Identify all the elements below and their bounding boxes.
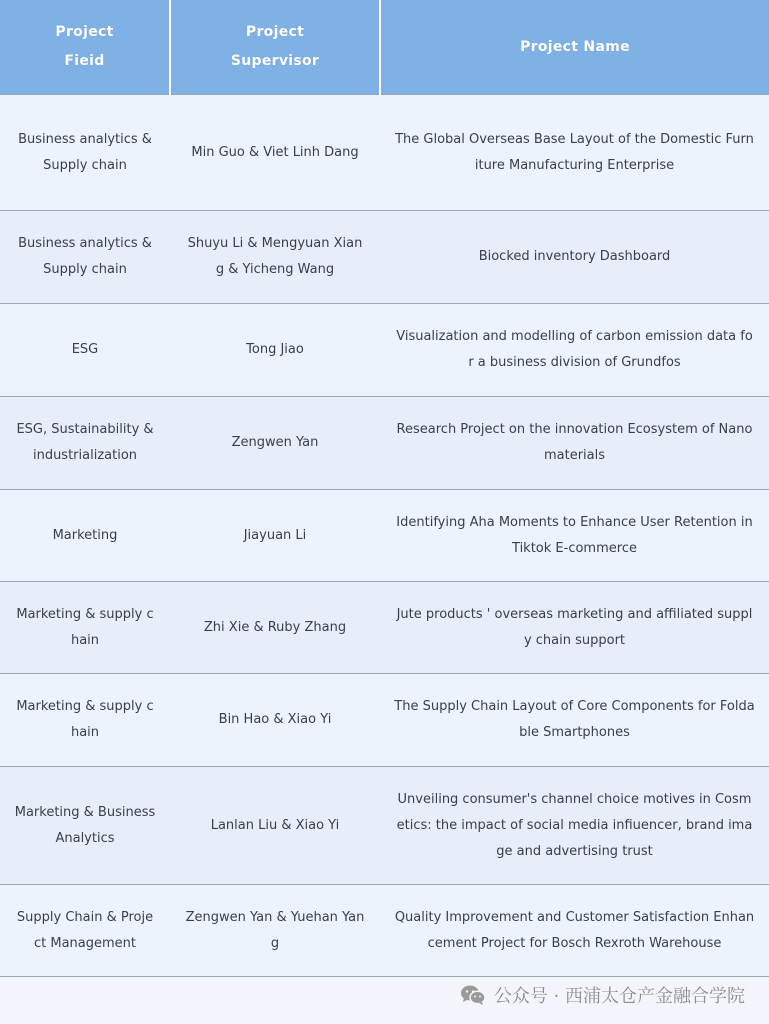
cell-project-name: The Supply Chain Layout of Core Components for Foldable Smartphones xyxy=(380,674,769,767)
cell-field: Marketing & Business Analytics xyxy=(0,767,170,885)
table-row xyxy=(0,490,769,582)
cell-project-name: Visualization and modelling of carbon emission data for a business division of Grundfos xyxy=(380,304,769,397)
cell-field: Marketing & supply chain xyxy=(0,674,170,767)
cell-project-name: Biocked inventory Dashboard xyxy=(380,211,769,304)
cell-field: ESG, Sustainability & industrialization xyxy=(0,397,170,490)
cell-project-name: Jute products ' overseas marketing and affiliated supply chain support xyxy=(380,582,769,674)
wechat-icon xyxy=(460,984,486,1006)
cell-project-name: Unveiling consumer's channel choice motives in Cosmetics: the impact of social media infiuencer, brand image and advertising trust xyxy=(380,767,769,885)
cell-supervisor: Min Guo & Viet Linh Dang xyxy=(170,95,380,211)
cell-field: Marketing & supply chain xyxy=(0,582,170,674)
table-header-row xyxy=(0,0,769,95)
cell-field: Marketing xyxy=(0,490,170,582)
table-row xyxy=(0,304,769,397)
cell-supervisor: Jiayuan Li xyxy=(170,490,380,582)
table-row xyxy=(0,95,769,211)
cell-project-name: Research Project on the innovation Ecosystem of Nanomaterials xyxy=(380,397,769,490)
cell-supervisor: Shuyu Li & Mengyuan Xiang & Yicheng Wang xyxy=(170,211,380,304)
header-project-field: Project Fieid xyxy=(0,0,170,95)
cell-project-name: Quality Improvement and Customer Satisfaction Enhancement Project for Bosch Rexroth Warehouse xyxy=(380,885,769,977)
table-row xyxy=(0,674,769,767)
cell-supervisor: Bin Hao & Xiao Yi xyxy=(170,674,380,767)
table-row xyxy=(0,211,769,304)
watermark xyxy=(460,980,745,1010)
cell-supervisor: Zhi Xie & Ruby Zhang xyxy=(170,582,380,674)
header-project-supervisor: Project Supervisor xyxy=(170,0,380,95)
cell-field: ESG xyxy=(0,304,170,397)
watermark-text: 公众号 · 西浦太仓产金融合学院 xyxy=(493,986,745,1007)
header-project-name: Project Name xyxy=(380,0,769,95)
cell-supervisor: Lanlan Liu & Xiao Yi xyxy=(170,767,380,885)
cell-supervisor: Zengwen Yan & Yuehan Yang xyxy=(170,885,380,977)
cell-field: Supply Chain & Project Management xyxy=(0,885,170,977)
cell-field: Business analytics & Supply chain xyxy=(0,95,170,211)
cell-supervisor: Tong Jiao xyxy=(170,304,380,397)
cell-project-name: The Global Overseas Base Layout of the Domestic Furniture Manufacturing Enterprise xyxy=(380,95,769,211)
table-row xyxy=(0,767,769,885)
cell-field: Business analytics & Supply chain xyxy=(0,211,170,304)
table-row xyxy=(0,885,769,977)
cell-supervisor: Zengwen Yan xyxy=(170,397,380,490)
table-row xyxy=(0,582,769,674)
table-row xyxy=(0,397,769,490)
cell-project-name: Identifying Aha Moments to Enhance User Retention in Tiktok E-commerce xyxy=(380,490,769,582)
